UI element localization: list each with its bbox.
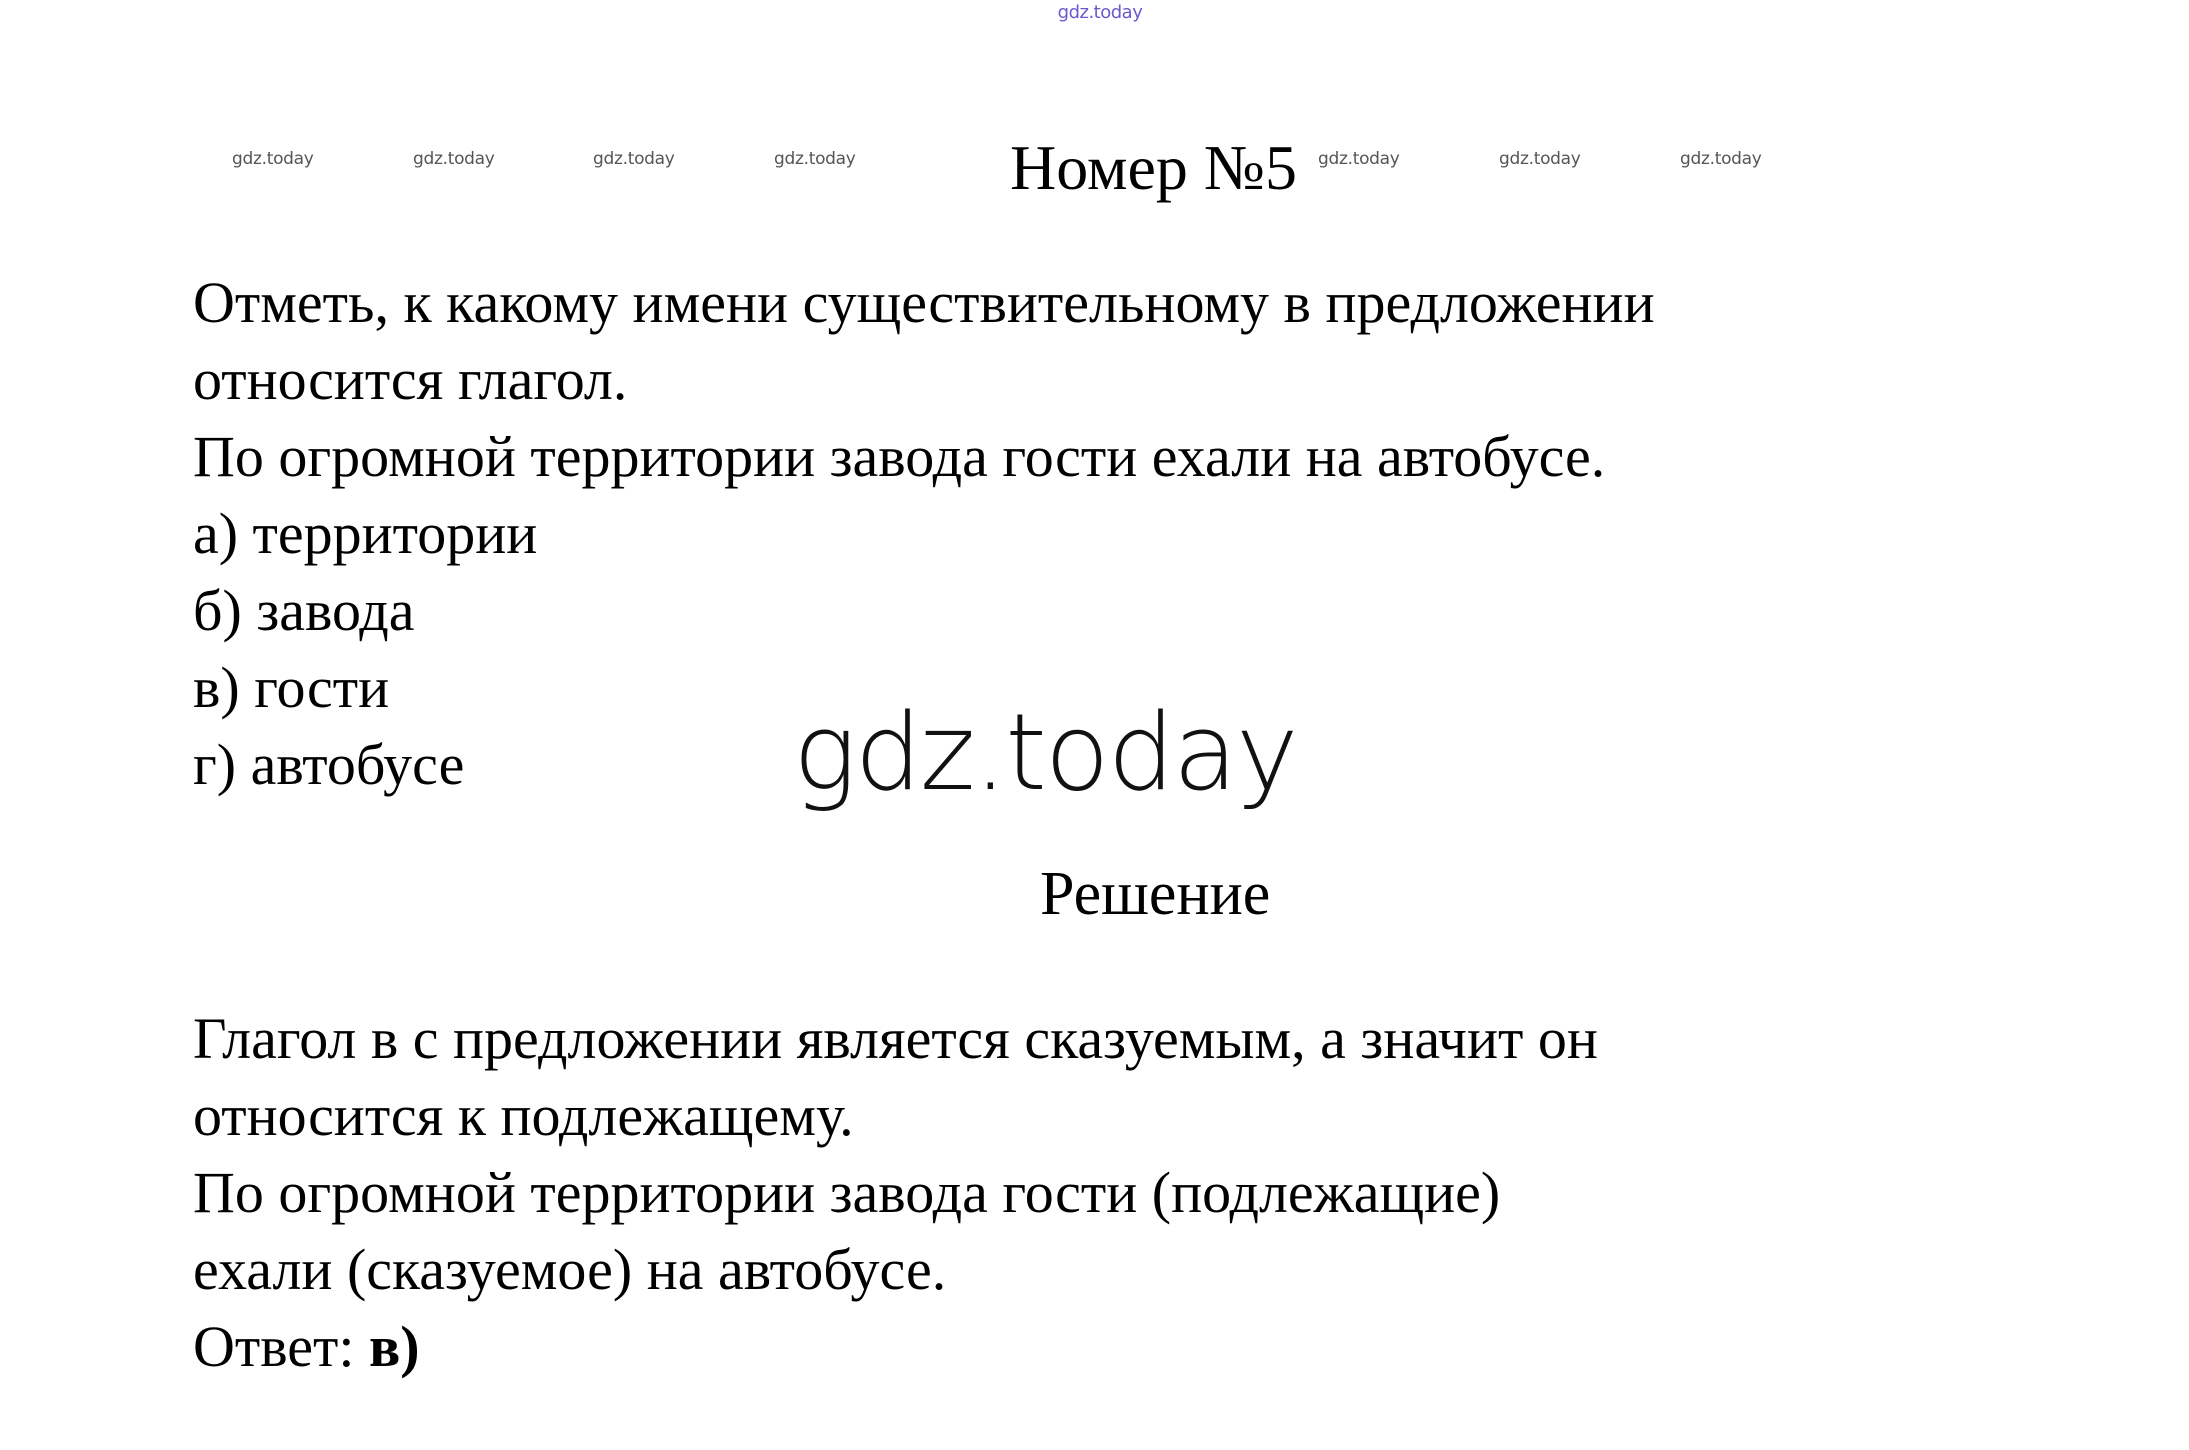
solution-line: ехали (сказуемое) на автобусе. — [193, 1237, 947, 1302]
option-a: а) территории — [193, 501, 538, 566]
solution-line: Глагол в с предложении является сказуемым, а значит он — [193, 1006, 1598, 1071]
watermark-small-2: gdz.today — [413, 149, 495, 169]
watermark-small-3: gdz.today — [593, 149, 675, 169]
answer-label: Ответ: — [193, 1314, 355, 1379]
option-g: г) автобусе — [193, 732, 465, 797]
watermark-top: gdz.today — [1057, 2, 1143, 23]
watermark-small-5: gdz.today — [1318, 149, 1400, 169]
task-line: относится глагол. — [193, 347, 628, 412]
answer-value: в) — [368, 1314, 420, 1379]
task-sentence: По огромной территории завода гости ехали на автобусе. — [193, 424, 1606, 489]
watermark-center: gdz.today — [793, 691, 1297, 814]
task-line: Отметь, к какому имени существительному в предложении — [193, 270, 1655, 335]
solution-line: относится к подлежащему. — [193, 1083, 854, 1148]
answer-line — [193, 1308, 1598, 1385]
solution-line: По огромной территории завода гости (подлежащие) — [193, 1160, 1501, 1225]
watermark-small-1: gdz.today — [232, 149, 314, 169]
option-v: в) гости — [193, 655, 390, 720]
watermark-small-4: gdz.today — [774, 149, 856, 169]
page-title: Номер №5 — [1010, 132, 1297, 203]
solution-block — [193, 1000, 1598, 1385]
option-b: б) завода — [193, 578, 415, 643]
watermark-small-6: gdz.today — [1499, 149, 1581, 169]
solution-heading: Решение — [1040, 860, 1271, 928]
watermark-small-7: gdz.today — [1680, 149, 1762, 169]
